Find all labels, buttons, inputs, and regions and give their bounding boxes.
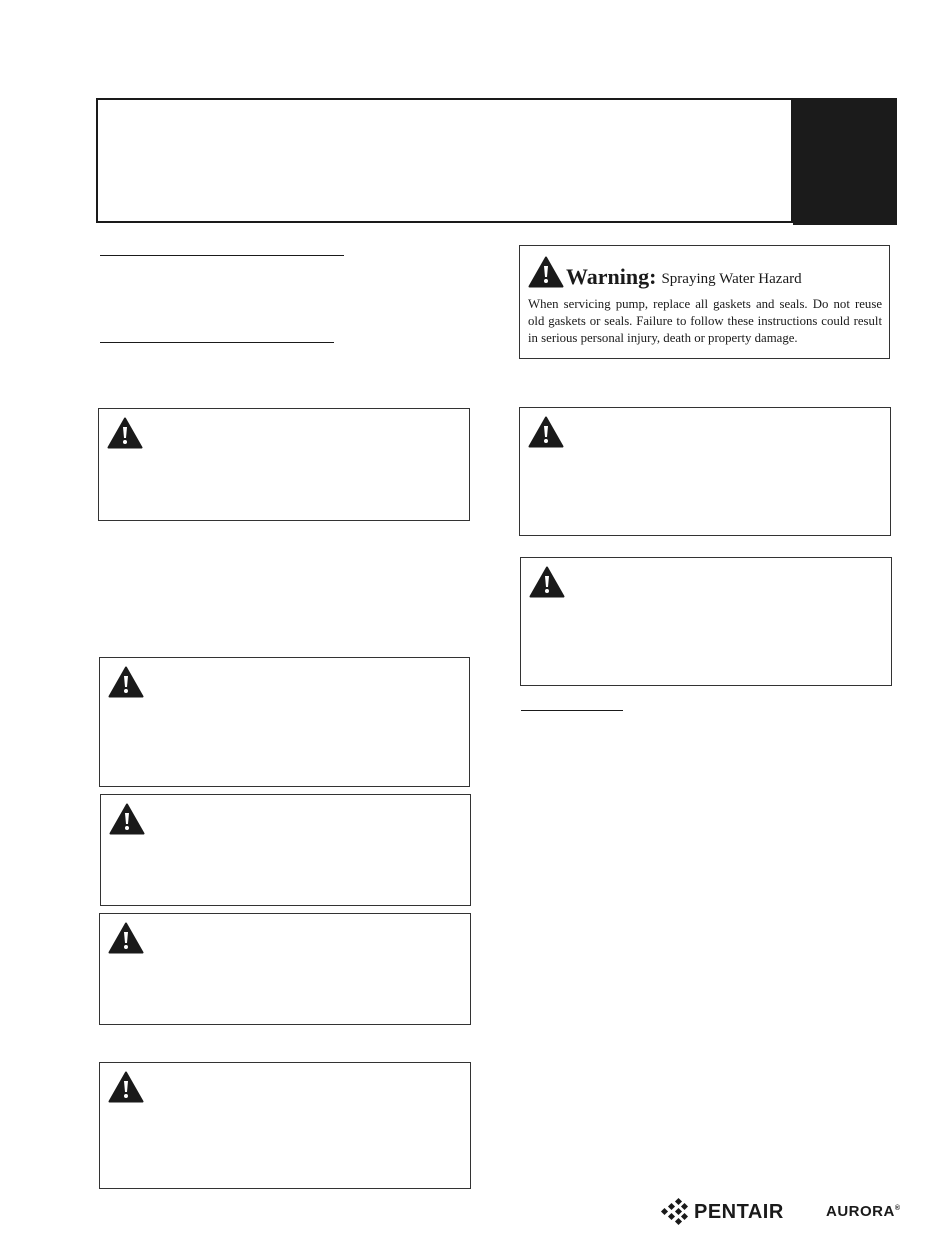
warning-box — [98, 408, 470, 521]
warning-triangle-icon — [529, 566, 565, 598]
warning-box — [519, 407, 891, 536]
warning-hazard-title: Spraying Water Hazard — [661, 271, 802, 287]
spraying-water-warning-box — [519, 245, 890, 359]
aurora-wordmark: AURORA — [826, 1203, 895, 1220]
page-header-box — [96, 98, 793, 223]
warning-triangle-icon — [108, 922, 144, 954]
warning-box — [520, 557, 892, 686]
heading-rule-1 — [100, 255, 344, 256]
warning-signal-word: Warning: — [566, 264, 657, 289]
warning-heading — [528, 256, 802, 288]
warning-triangle-icon — [109, 803, 145, 835]
warning-body-text: When servicing pump, replace all gaskets and seals. Do not reuse old gaskets or seals. Failure to follow these instructions could result in serious personal injury, death or property damage. — [528, 297, 882, 345]
warning-triangle-icon — [108, 666, 144, 698]
registered-mark: ® — [894, 1205, 901, 1212]
warning-triangle-icon — [107, 417, 143, 449]
warning-triangle-icon — [528, 416, 564, 448]
heading-rule-2 — [100, 342, 334, 343]
warning-box — [100, 794, 471, 906]
section-tab — [793, 98, 897, 225]
warning-triangle-icon — [528, 256, 564, 288]
pentair-wordmark: PENTAIR — [694, 1200, 784, 1223]
aurora-logo — [826, 1203, 901, 1220]
warning-triangle-icon — [108, 1071, 144, 1103]
warning-box — [99, 1062, 471, 1189]
warning-box — [99, 657, 470, 787]
warning-box — [99, 913, 471, 1025]
pentair-chevron-logo-icon — [660, 1196, 688, 1228]
heading-rule-3 — [521, 710, 623, 711]
pentair-logo — [660, 1196, 784, 1228]
